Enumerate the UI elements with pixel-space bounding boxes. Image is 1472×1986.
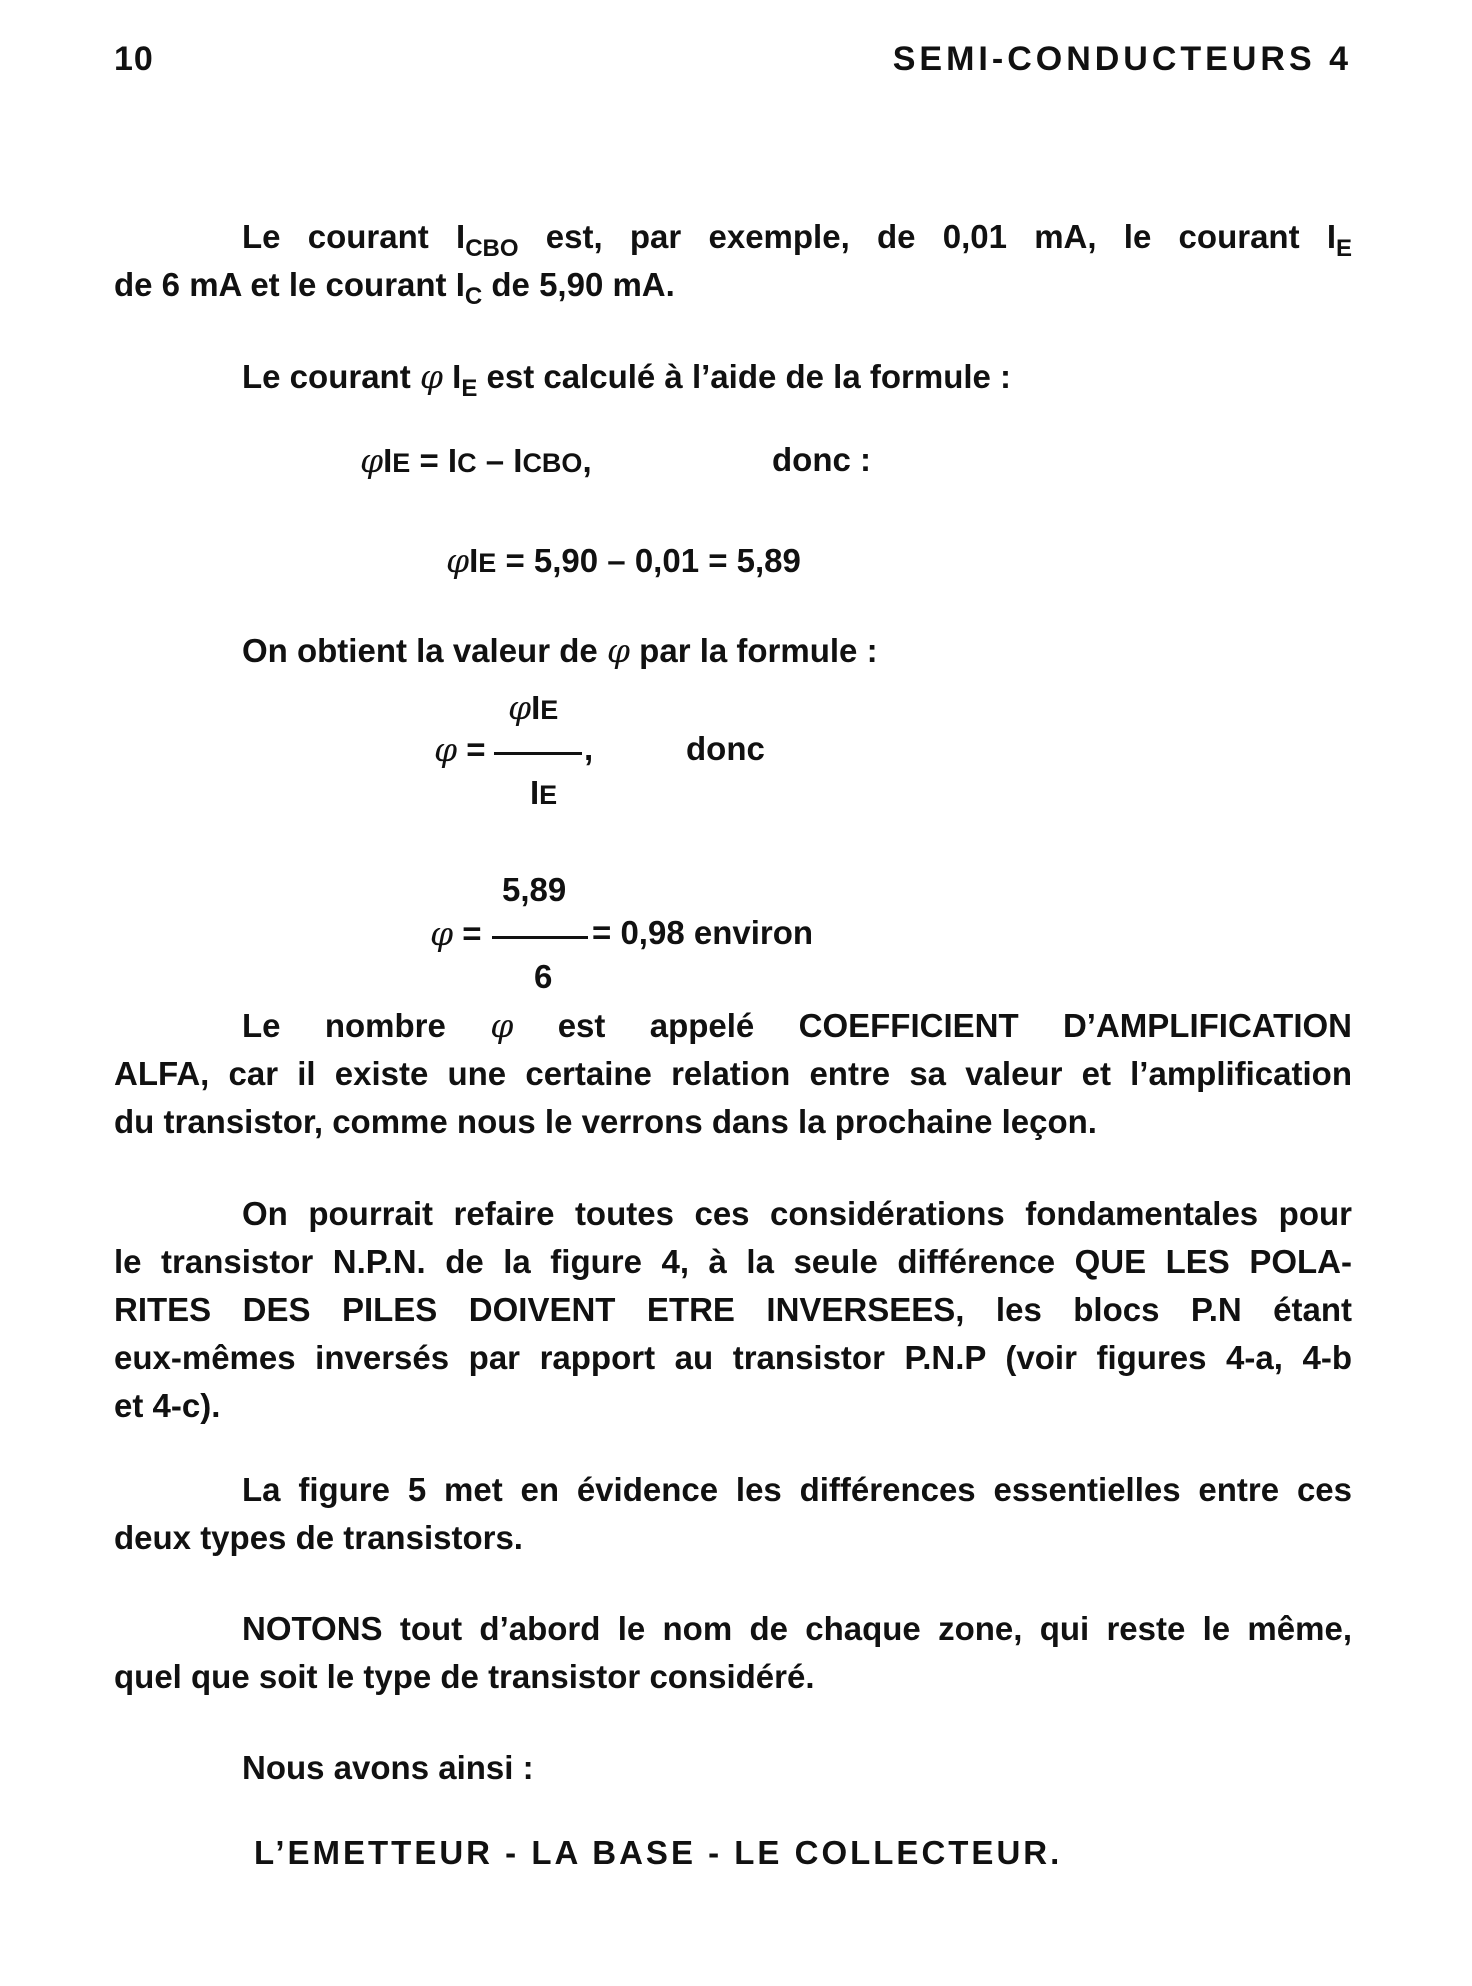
- paragraph-npn: On pourrait refaire toutes ces considérations fondamentales pour le transistor N.P.N. de la figure 4, à la seule différence QUE LES POLA- RITES DES PILES DOIVENT ETRE INVERSEES, les blocs P.N étant eux-mêmes inversés par rapport au transistor P.N.P (voir figures 4-a, 4-b et 4-c).: [114, 1195, 1352, 1424]
- p1-line2: de 6 mA et le courant $I_C$ de 5,90 mA.: [114, 266, 675, 310]
- numeric-fraction-bar: [492, 936, 588, 939]
- equation-phi-ie: φIE = IC – ICBO,: [360, 441, 592, 480]
- fraction-numerator: φIE: [508, 688, 559, 727]
- numeric-numerator: 5,89: [502, 871, 567, 908]
- equation-phi-ie-value: φIE = 5,90 – 0,01 = 5,89: [446, 541, 801, 580]
- paragraph-phi-formula: On obtient la valeur de φ par la formule :: [242, 631, 878, 670]
- numeric-lhs: φ =: [430, 914, 482, 953]
- fraction-bar: [494, 752, 582, 755]
- paragraph-alpha: Le nombre φ est appelé COEFFICIENT D’AMPLIFICATION ALFA, car il existe une certaine relation entre sa valeur et l’amplification du transistor, comme nous le verrons dans la prochaine leçon.: [114, 1006, 1353, 1140]
- paragraph-currents: [114, 213, 1352, 309]
- equation-donc-label: donc :: [772, 441, 871, 478]
- page-number: 10: [114, 40, 154, 78]
- p1-line1: Le courant $I_{CBO}$ est, par exemple, de 0,01 mA, le courant $I_E$: [242, 218, 1353, 262]
- fraction-donc-label: donc: [686, 730, 765, 767]
- fraction-denominator: IE: [530, 774, 558, 811]
- numeric-result: = 0,98 environ: [592, 914, 814, 951]
- fraction-comma: ,: [584, 730, 594, 767]
- fraction-lhs: φ =: [434, 730, 486, 769]
- paragraph-figure5: La figure 5 met en évidence les différences essentielles entre ces deux types de transistors.: [114, 1471, 1352, 1556]
- zone-names: L’EMETTEUR - LA BASE - LE COLLECTEUR.: [254, 1834, 1063, 1871]
- running-head: SEMI-CONDUCTEURS 4: [892, 40, 1352, 78]
- paragraph-formula-intro: Le courant φ $I_E$ est calculé à l’aide de la formule :: [242, 357, 1012, 402]
- numeric-denominator: 6: [534, 958, 553, 995]
- paragraph-zones: NOTONS tout d’abord le nom de chaque zone, qui reste le même, quel que soit le type de transistor considéré.: [114, 1610, 1352, 1695]
- paragraph-nous-avons: Nous avons ainsi :: [242, 1749, 534, 1786]
